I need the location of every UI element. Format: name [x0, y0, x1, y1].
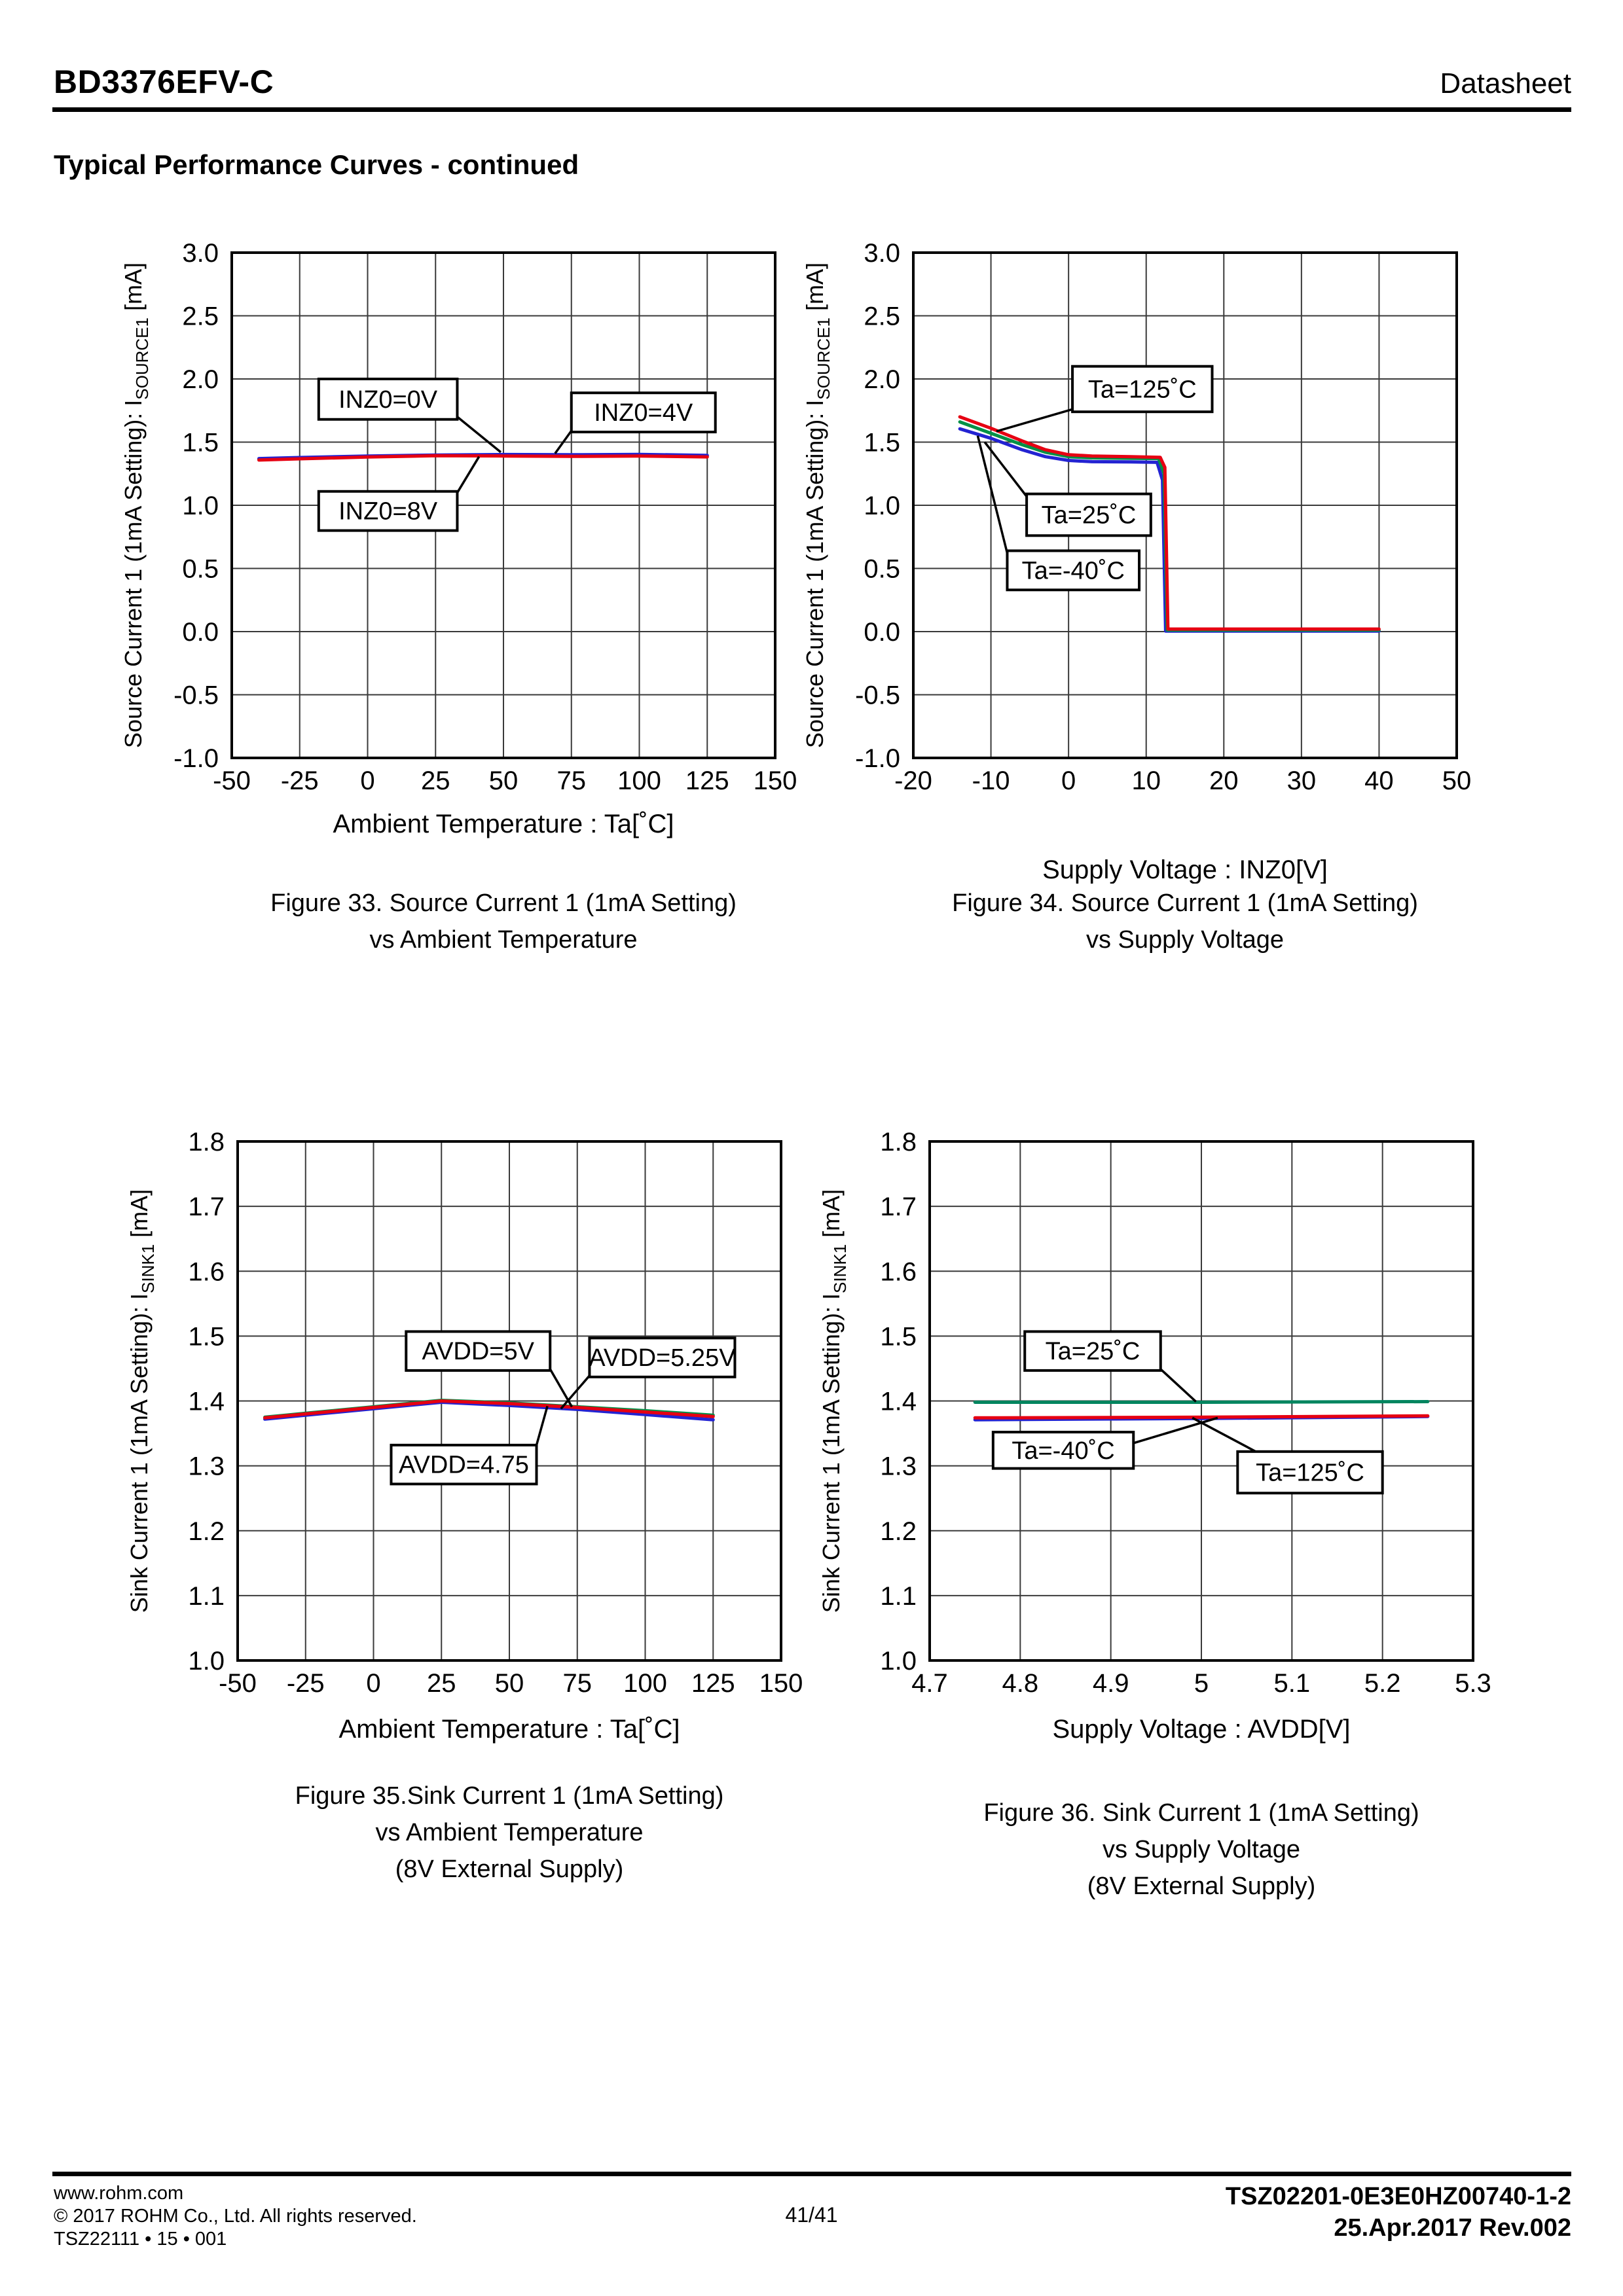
y-tick-label: -0.5 [173, 681, 219, 710]
footer-revision: 25.Apr.2017 Rev.002 [1334, 2214, 1571, 2242]
leader-line [458, 457, 479, 493]
annotation-label: AVDD=5V [422, 1338, 534, 1366]
leader-line [561, 1376, 590, 1409]
leader-line [537, 1406, 548, 1445]
x-axis-label: Ambient Temperature : Ta[˚C] [338, 1715, 680, 1744]
x-tick-label: 100 [617, 766, 661, 795]
x-tick-label: 125 [691, 1669, 735, 1698]
x-axis-label: Supply Voltage : AVDD[V] [1052, 1715, 1351, 1744]
footer-doc-code: TSZ22111 • 15 • 001 [54, 2229, 227, 2250]
annotation-label: Ta=-40˚C [1021, 557, 1125, 585]
y-tick-label: 1.4 [188, 1387, 225, 1416]
annotation-label: Ta=125˚C [1256, 1459, 1364, 1487]
footer-rule [52, 2172, 1571, 2176]
x-axis-label: Supply Voltage : INZ0[V] [1042, 855, 1328, 884]
footer-copyright: © 2017 ROHM Co., Ltd. All rights reserved. [54, 2206, 417, 2227]
x-tick-label: 0 [366, 1669, 381, 1698]
footer-website: www.rohm.com [54, 2183, 184, 2204]
y-tick-label: 1.7 [188, 1193, 225, 1222]
document-type-label: Datasheet [1440, 67, 1571, 99]
page-header [54, 63, 1571, 101]
page-number: 41/41 [785, 2203, 838, 2227]
leader-line [1133, 1418, 1218, 1443]
y-tick-label: 1.8 [880, 1128, 917, 1157]
caption-line: (8V External Supply) [1087, 1873, 1316, 1900]
y-tick-label: 2.5 [182, 302, 219, 331]
x-tick-label: 10 [1131, 766, 1161, 795]
series-Ta=125˚C [975, 1416, 1428, 1418]
part-number: BD3376EFV-C [54, 63, 274, 100]
y-tick-label: -1.0 [173, 744, 219, 773]
x-tick-label: 75 [556, 766, 586, 795]
figure-33-chart [79, 216, 825, 884]
leader-line [996, 409, 1072, 431]
section-title: Typical Performance Curves - continued [54, 149, 579, 180]
x-tick-label: 20 [1209, 766, 1239, 795]
x-tick-label: 30 [1286, 766, 1317, 795]
x-tick-label: 50 [488, 766, 519, 795]
x-tick-label: 5.3 [1455, 1669, 1491, 1698]
y-tick-label: 1.5 [188, 1322, 225, 1352]
x-tick-label: 4.8 [1002, 1669, 1039, 1698]
x-tick-label: 5.1 [1273, 1669, 1311, 1698]
y-axis-label: Source Current 1 (1mA Setting): $I_{SOURCE1}$ [mA] [120, 262, 152, 748]
caption-line: Figure 36. Sink Current 1 (1mA Setting) [983, 1799, 1419, 1827]
footer-doc-number: TSZ02201-0E3E0HZ00740-1-2 [1225, 2183, 1571, 2210]
x-tick-label: 5.2 [1364, 1669, 1401, 1698]
x-tick-label: -50 [219, 1669, 257, 1698]
caption-line: vs Supply Voltage [1085, 926, 1285, 954]
x-tick-label: 0 [360, 766, 375, 795]
y-tick-label: 2.0 [182, 365, 219, 394]
y-tick-label: 1.0 [182, 492, 219, 520]
y-tick-label: 1.1 [188, 1581, 225, 1611]
y-tick-label: 1.3 [188, 1452, 225, 1481]
x-tick-label: 40 [1364, 766, 1394, 795]
leader-line [1161, 1369, 1196, 1402]
x-tick-label: -25 [286, 1669, 325, 1698]
caption-line: Figure 35.Sink Current 1 (1mA Setting) [295, 1782, 724, 1810]
y-tick-label: 2.0 [864, 365, 900, 394]
y-tick-label: 1.0 [188, 1647, 225, 1676]
y-tick-label: 0.5 [864, 554, 900, 584]
y-tick-label: 1.5 [864, 428, 900, 457]
x-tick-label: 25 [421, 766, 450, 795]
y-tick-label: 1.0 [864, 492, 900, 520]
y-axis-label: Sink Current 1 (1mA Setting): $I_{SINK1}$ [mA] [818, 1189, 850, 1613]
figure-34-caption [917, 885, 1453, 958]
y-tick-label: -1.0 [855, 744, 900, 773]
x-tick-label: 125 [685, 766, 729, 795]
y-tick-label: 0.0 [864, 618, 900, 647]
y-tick-label: 1.6 [188, 1257, 225, 1287]
figure-36-caption [933, 1795, 1470, 1905]
figure-33-caption [235, 885, 772, 958]
annotation-label: Ta=-40˚C [1012, 1437, 1115, 1465]
x-tick-label: -25 [280, 766, 319, 795]
x-tick-label: 5 [1194, 1669, 1209, 1698]
x-tick-label: -50 [213, 766, 251, 795]
caption-line: (8V External Supply) [395, 1856, 624, 1883]
x-tick-label: 75 [562, 1669, 592, 1698]
x-tick-label: 100 [623, 1669, 667, 1698]
x-tick-label: -10 [972, 766, 1010, 795]
caption-line: Figure 34. Source Current 1 (1mA Setting) [952, 889, 1418, 917]
x-tick-label: 25 [427, 1669, 456, 1698]
annotation-label: INZ0=0V [338, 386, 438, 414]
y-axis-label: Sink Current 1 (1mA Setting): $I_{SINK1}$ [mA] [126, 1189, 158, 1613]
y-tick-label: 0.0 [182, 618, 219, 647]
y-tick-label: 1.5 [182, 428, 219, 457]
figure-35-caption [241, 1778, 778, 1888]
leader-line [458, 417, 501, 452]
y-tick-label: 1.6 [880, 1257, 917, 1287]
annotation-label: Ta=25˚C [1041, 501, 1137, 529]
x-tick-label: 150 [759, 1669, 803, 1698]
annotation-label: Ta=25˚C [1045, 1338, 1140, 1366]
caption-line: vs Supply Voltage [1102, 1836, 1301, 1863]
y-tick-label: 0.5 [182, 554, 219, 584]
y-tick-label: 1.0 [880, 1647, 917, 1676]
x-tick-label: 4.7 [911, 1669, 948, 1698]
x-tick-label: 50 [494, 1669, 524, 1698]
figure-35-chart [84, 1105, 831, 1759]
series-Ta=25˚C [960, 422, 1379, 630]
y-tick-label: 1.2 [188, 1516, 225, 1546]
x-tick-label: 4.9 [1092, 1669, 1129, 1698]
y-tick-label: 1.7 [880, 1193, 917, 1222]
x-tick-label: 50 [1442, 766, 1472, 795]
y-tick-label: 1.5 [880, 1322, 917, 1352]
y-tick-label: -0.5 [855, 681, 900, 710]
annotation-label: AVDD=5.25V [589, 1344, 736, 1372]
y-tick-label: 1.3 [880, 1452, 917, 1481]
footer-right-block [1226, 2181, 1571, 2244]
figure-34-chart [760, 216, 1506, 884]
series-Ta=-40˚C [960, 429, 1379, 631]
x-axis-label: Ambient Temperature : Ta[˚C] [333, 810, 674, 838]
y-axis-label: Source Current 1 (1mA Setting): $I_{SOURCE1}$ [mA] [801, 262, 833, 748]
y-tick-label: 1.1 [880, 1581, 917, 1611]
annotation-label: Ta=125˚C [1087, 376, 1197, 404]
y-tick-label: 1.8 [188, 1128, 225, 1157]
y-tick-label: 1.2 [880, 1516, 917, 1546]
annotation-label: INZ0=4V [594, 399, 693, 427]
figure-36-chart [776, 1105, 1523, 1759]
annotation-label: AVDD=4.75 [399, 1451, 529, 1479]
caption-line: Figure 33. Source Current 1 (1mA Setting) [270, 889, 737, 917]
caption-line: vs Ambient Temperature [375, 1819, 644, 1846]
x-tick-label: 150 [753, 766, 797, 795]
caption-line: vs Ambient Temperature [369, 926, 638, 954]
y-tick-label: 3.0 [182, 239, 219, 268]
y-tick-label: 2.5 [864, 302, 900, 331]
x-tick-label: -20 [894, 766, 932, 795]
series-Ta=25˚C [975, 1402, 1428, 1403]
annotation-label: INZ0=8V [338, 497, 438, 526]
header-rule [52, 107, 1571, 112]
x-tick-label: 0 [1061, 766, 1076, 795]
y-tick-label: 3.0 [864, 239, 900, 268]
y-tick-label: 1.4 [880, 1387, 917, 1416]
